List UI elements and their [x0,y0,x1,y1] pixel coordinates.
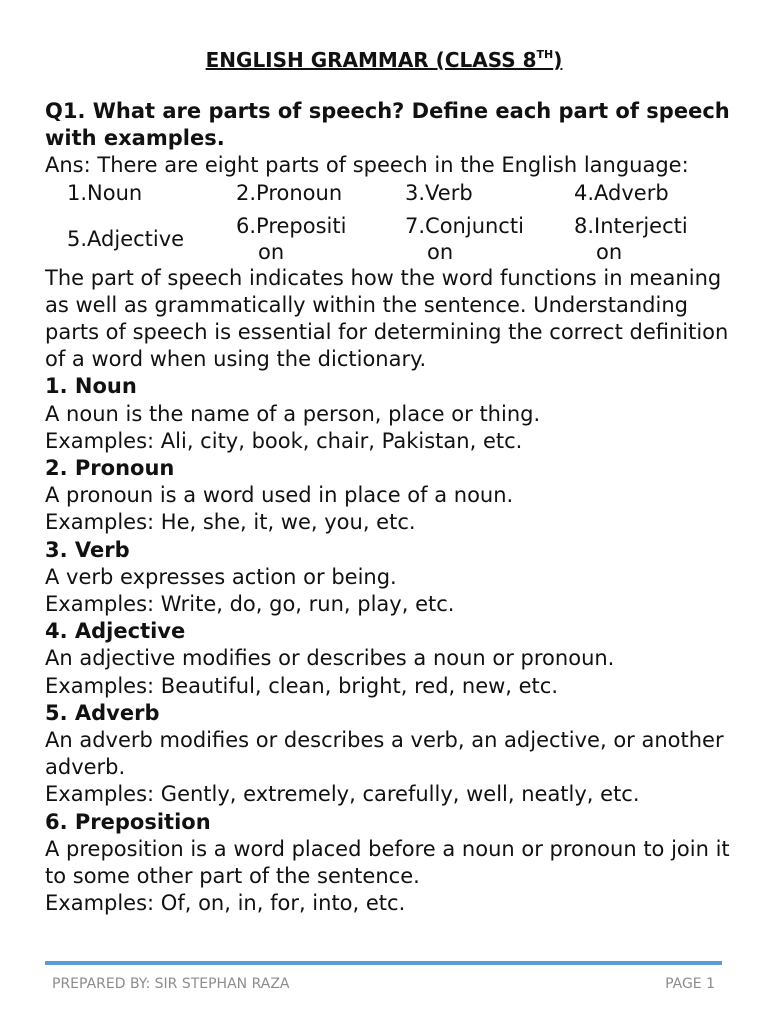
section-examples: Examples: Beautiful, clean, bright, red, new, etc. [45,673,559,698]
section-definition: A noun is the name of a person, place or thing. [45,401,541,426]
page-title [0,46,768,74]
table-cell: 5.Adjective [67,226,185,251]
document-body [45,98,735,917]
table-cell: 4.Adverb [574,180,669,205]
footer-rule [45,961,722,965]
table-row [67,180,714,213]
section-definition: An adjective modifies or describes a noun or pronoun. [45,646,615,671]
title-superscript: TH [536,48,554,61]
section-examples: Examples: Ali, city, book, chair, Pakistan, etc. [45,428,523,453]
parts-of-speech-table [67,180,714,265]
footer-author: PREPARED BY: SIR STEPHAN RAZA [52,976,290,992]
section-examples: Examples: He, she, it, we, you, etc. [45,510,416,535]
table-cell: 7.Conjuncti on [405,213,524,264]
table-cell: 6.Prepositi on [236,213,347,264]
footer-page-number: PAGE 1 [665,976,715,992]
answer-intro: Ans: There are eight parts of speech in the English language: [45,153,689,178]
section-definition: A verb expresses action or being. [45,564,397,589]
table-cell: 2.Pronoun [236,180,343,205]
section-heading: 1. Noun [45,374,137,399]
title-text: ENGLISH GRAMMAR (CLASS 8 [205,48,537,72]
section-examples: Examples: Of, on, in, for, into, etc. [45,891,406,916]
table-row [67,213,714,265]
section-heading: 6. Preposition [45,809,211,834]
section-examples: Examples: Gently, extremely, carefully, well, neatly, etc. [45,782,640,807]
intro-paragraph: The part of speech indicates how the word functions in meaning as well as grammatically within the sentence. Understanding parts of speech is essential for determining the correct definition of a word when using the dictionary. [45,265,729,372]
title-close: ) [553,48,563,72]
section-heading: 4. Adjective [45,619,186,644]
section-heading: 5. Adverb [45,700,160,725]
section-heading: 2. Pronoun [45,456,175,481]
section-examples: Examples: Write, do, go, run, play, etc. [45,592,455,617]
section-definition: A pronoun is a word used in place of a noun. [45,483,514,508]
table-cell: 1.Noun [67,180,143,205]
question-text: Q1. What are parts of speech? Define each part of speech with examples. [45,99,730,151]
table-cell: 8.Interjecti on [574,213,688,264]
section-heading: 3. Verb [45,537,130,562]
section-definition: An adverb modifies or describes a verb, an adjective, or another adverb. [45,728,724,780]
section-definition: A preposition is a word placed before a noun or pronoun to join it to some other part of the sentence. [45,836,730,889]
table-cell: 3.Verb [405,180,473,205]
